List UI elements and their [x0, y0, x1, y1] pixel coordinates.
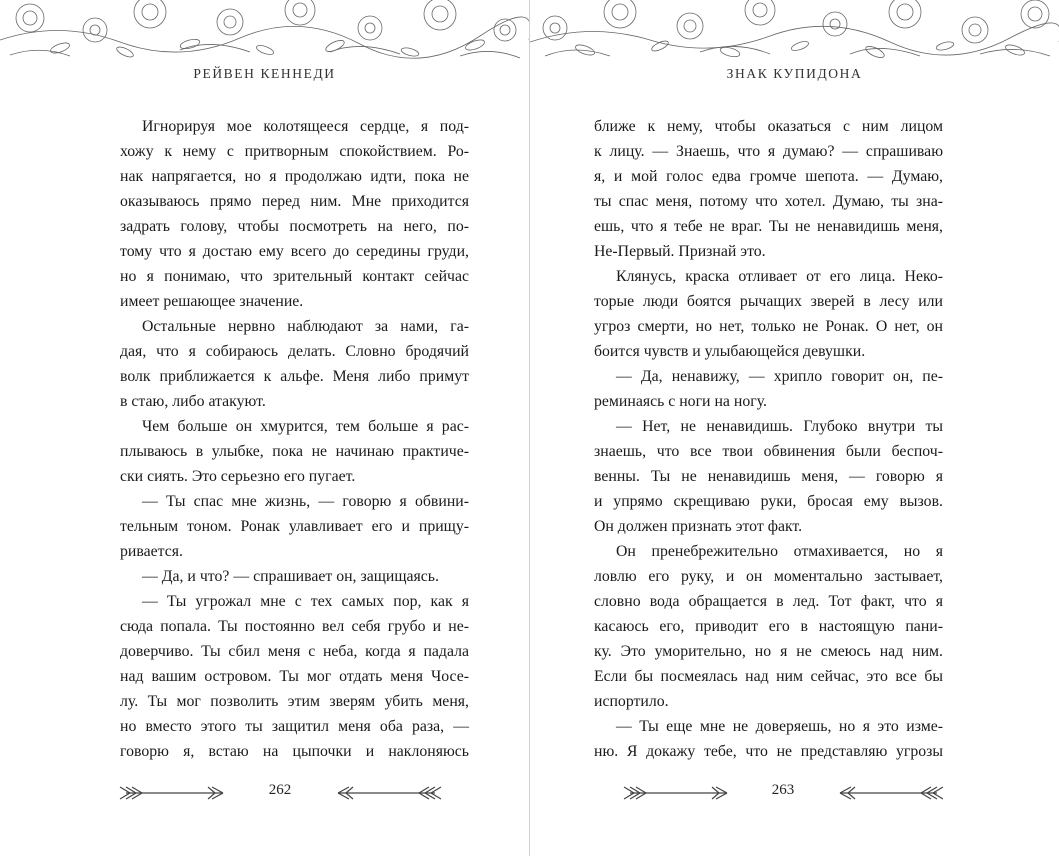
running-head-author: РЕЙВЕН КЕННЕДИ: [193, 66, 336, 81]
text-line: — Ты угрожал мне с тех самых пор, как я: [142, 593, 469, 610]
text-line: ню. Я докажу тебе, что не представляю угрозы: [594, 743, 943, 760]
text-line: испортило.: [594, 693, 669, 710]
text-line: ку. Это уморительно, но я не смеюсь над ним.: [594, 643, 943, 660]
left-page: [0, 0, 529, 856]
floral-header-ornament: [0, 0, 529, 75]
running-head-title: ЗНАК КУПИДОНА: [726, 66, 863, 81]
text-line: тому что я достаю ему всего до середины груди,: [120, 243, 469, 260]
text-line: хожу к нему с притворным спокойствием. Ро-: [120, 143, 469, 160]
text-line: Клянусь, краска отливает от его лица. Неко-: [616, 268, 943, 285]
text-line: ловлю его руку, и он моментально застывает,: [594, 568, 943, 585]
page-number: 262: [268, 782, 292, 798]
text-line: Он пренебрежительно отмахивается, но я: [616, 543, 943, 560]
text-line: реминаясь с ноги на ногу.: [594, 393, 767, 410]
arrow-ornament-icon: [830, 783, 945, 803]
text-line: ближе к нему, чтобы оказаться с ним лицом: [594, 118, 943, 135]
text-line: Игнорируя мое колотящееся сердце, я под-: [142, 118, 469, 135]
text-line: и упрямо скрещиваю руки, бросая ему вызов.: [594, 493, 943, 510]
text-line: касаюсь его, приводит его в настоящую пани-: [594, 618, 943, 635]
text-line: плываюсь в улыбке, пока не начинаю практиче-: [120, 443, 469, 460]
right-page: [530, 0, 1059, 856]
text-line: лу. Ты мог позволить этим зверям убить меня,: [120, 693, 469, 710]
text-line: задрать голову, чтобы посмотреть на него, по-: [120, 218, 469, 235]
page-number: 263: [771, 782, 795, 798]
text-line: сюда попала. Ты постоянно вел себя грубо и не-: [120, 618, 469, 635]
text-line: оказываюсь прямо перед ним. Мне приходится: [120, 193, 469, 210]
text-line: — Да, ненавижу, — хрипло говорит он, пе-: [616, 368, 943, 385]
text-line: венны. Ты не ненавидишь меня, — говорю я: [594, 468, 943, 485]
text-line: боится чувств и улыбающейся девушки.: [594, 343, 866, 360]
text-line: Если бы посмеялась над ним сейчас, это все бы: [594, 668, 943, 685]
text-line: угроз смерти, но нет, только не Ронак. О нет, он: [594, 318, 943, 335]
text-line: знаешь, что все твои обвинения были беспоч-: [594, 443, 943, 460]
floral-header-ornament: [530, 0, 1059, 75]
arrow-ornament-icon: [622, 783, 737, 803]
text-line: словно вода обращается в лед. Тот факт, что я: [594, 593, 943, 610]
text-line: нак напрягается, но я продолжаю идти, пока не: [120, 168, 469, 185]
text-line: говорю я, встаю на цыпочки и наклоняюсь: [120, 743, 469, 760]
text-line: тельным тоном. Ронак улавливает его и прищу-: [120, 518, 469, 535]
arrow-ornament-icon: [328, 783, 443, 803]
text-line: торые люди боятся рычащих зверей в лесу или: [594, 293, 943, 310]
text-line: ски сиять. Это серьезно его пугает.: [120, 468, 356, 485]
text-line: — Ты еще мне не доверяешь, но я это изме-: [616, 718, 943, 735]
text-line: волк приближается к альфе. Меня либо примут: [120, 368, 469, 385]
text-line: имеет решающее значение.: [120, 293, 304, 310]
text-line: в стаю, либо атакуют.: [120, 393, 266, 410]
text-line: но я понимаю, что зрительный контакт сейчас: [120, 268, 469, 285]
text-line: — Нет, не ненавидишь. Глубоко внутри ты: [616, 418, 943, 435]
body-text: [120, 114, 469, 764]
text-line: ривается.: [120, 543, 183, 560]
text-line: к лицу. — Знаешь, что я думаю? — спрашиваю: [594, 143, 943, 160]
text-line: Чем больше он хмурится, тем больше я рас-: [142, 418, 469, 435]
text-line: ты спас меня, потому что хотел. Думаю, ты зна-: [594, 193, 943, 210]
page-footer: [530, 778, 1059, 808]
text-line: — Да, и что? — спрашивает он, защищаясь.: [142, 568, 439, 585]
text-line: Остальные нервно наблюдают за нами, га-: [142, 318, 469, 335]
text-line: ешь, что я тебе не враг. Ты не ненавидишь меня,: [594, 218, 943, 235]
text-line: дая, что я собираюсь делать. Словно бродячий: [120, 343, 469, 360]
text-line: — Ты спас мне жизнь, — говорю я обвини-: [142, 493, 469, 510]
text-line: я, и мой голос едва громче шепота. — Думаю,: [594, 168, 943, 185]
text-line: Он должен признать этот факт.: [594, 518, 803, 535]
page-footer: [0, 778, 529, 808]
body-text: [594, 114, 943, 764]
text-line: Не-Первый. Признай это.: [594, 243, 766, 260]
text-line: но вместо этого ты защитил меня оба раза, —: [120, 718, 469, 735]
arrow-ornament-icon: [118, 783, 233, 803]
text-line: доверчиво. Ты сбил меня с неба, когда я падала: [120, 643, 469, 660]
text-line: над вашим островом. Ты мог отдать меня Чосе-: [120, 668, 469, 685]
